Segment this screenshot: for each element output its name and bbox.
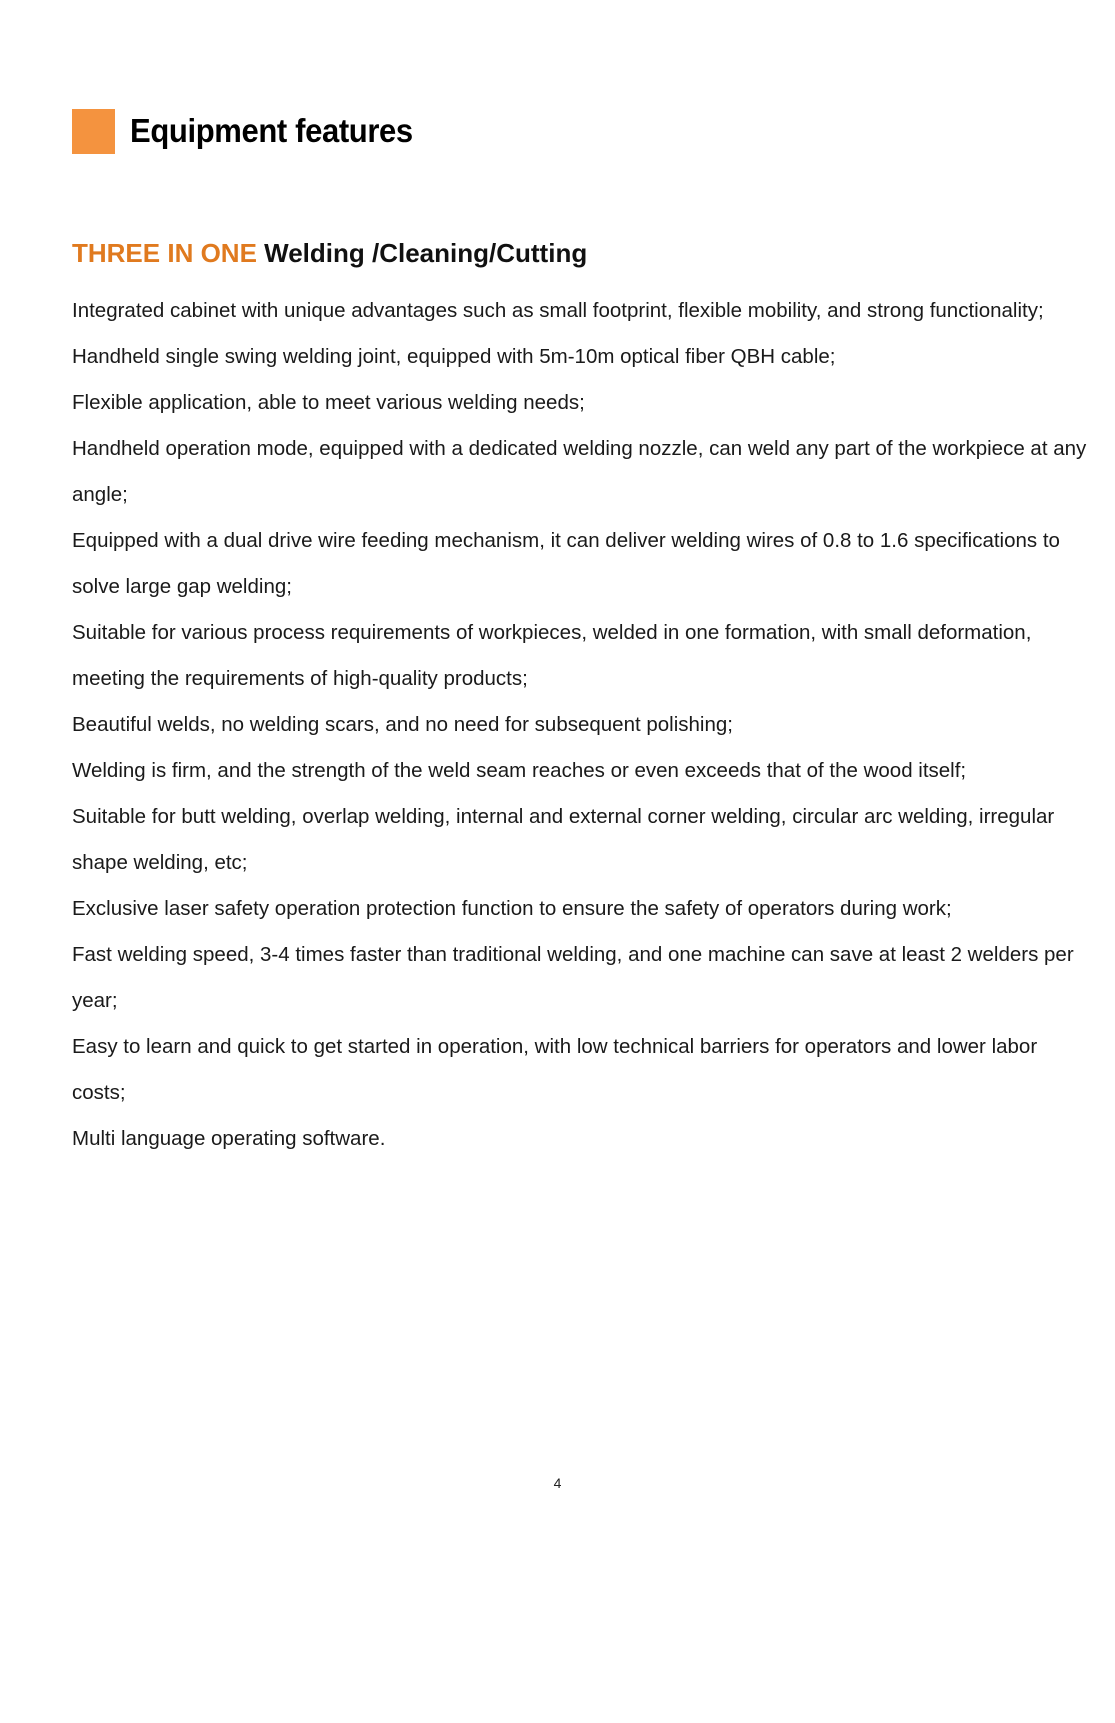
feature-item: Fast welding speed, 3-4 times faster than traditional welding, and one machine can save at least 2 welders per year; <box>72 943 1074 1012</box>
page-number: 4 <box>553 1475 562 1491</box>
section-title: Equipment features <box>130 112 413 149</box>
feature-item: Suitable for various process requirements of workpieces, welded in one formation, with small deformation, meeting the requirements of high-quality products; <box>72 621 1032 690</box>
feature-item: Multi language operating software. <box>72 1127 386 1150</box>
feature-item: Welding is firm, and the strength of the weld seam reaches or even exceeds that of the wood itself; <box>72 759 967 782</box>
subtitle <box>72 236 587 270</box>
feature-item: Exclusive laser safety operation protection function to ensure the safety of operators during work; <box>72 897 952 920</box>
orange-square-icon <box>72 109 115 154</box>
feature-item: Equipped with a dual drive wire feeding mechanism, it can deliver welding wires of 0.8 to 1.6 specifications to solve large gap welding; <box>72 529 1060 598</box>
feature-item: Handheld operation mode, equipped with a dedicated welding nozzle, can weld any part of the workpiece at any angle; <box>72 437 1087 506</box>
feature-item: Suitable for butt welding, overlap welding, internal and external corner welding, circular arc welding, irregular shape welding, etc; <box>72 805 1055 874</box>
feature-list <box>72 288 1092 1162</box>
section-header <box>72 108 431 154</box>
feature-item: Flexible application, able to meet various welding needs; <box>72 391 585 414</box>
feature-item: Integrated cabinet with unique advantages such as small footprint, flexible mobility, and strong functionality; <box>72 299 1044 322</box>
subtitle-accent: THREE IN ONE <box>72 238 257 268</box>
feature-item: Beautiful welds, no welding scars, and no need for subsequent polishing; <box>72 713 733 736</box>
feature-item: Handheld single swing welding joint, equipped with 5m-10m optical fiber QBH cable; <box>72 345 836 368</box>
feature-item: Easy to learn and quick to get started in operation, with low technical barriers for operators and lower labor costs; <box>72 1035 1038 1104</box>
subtitle-main: Welding /Cleaning/Cutting <box>264 238 588 268</box>
